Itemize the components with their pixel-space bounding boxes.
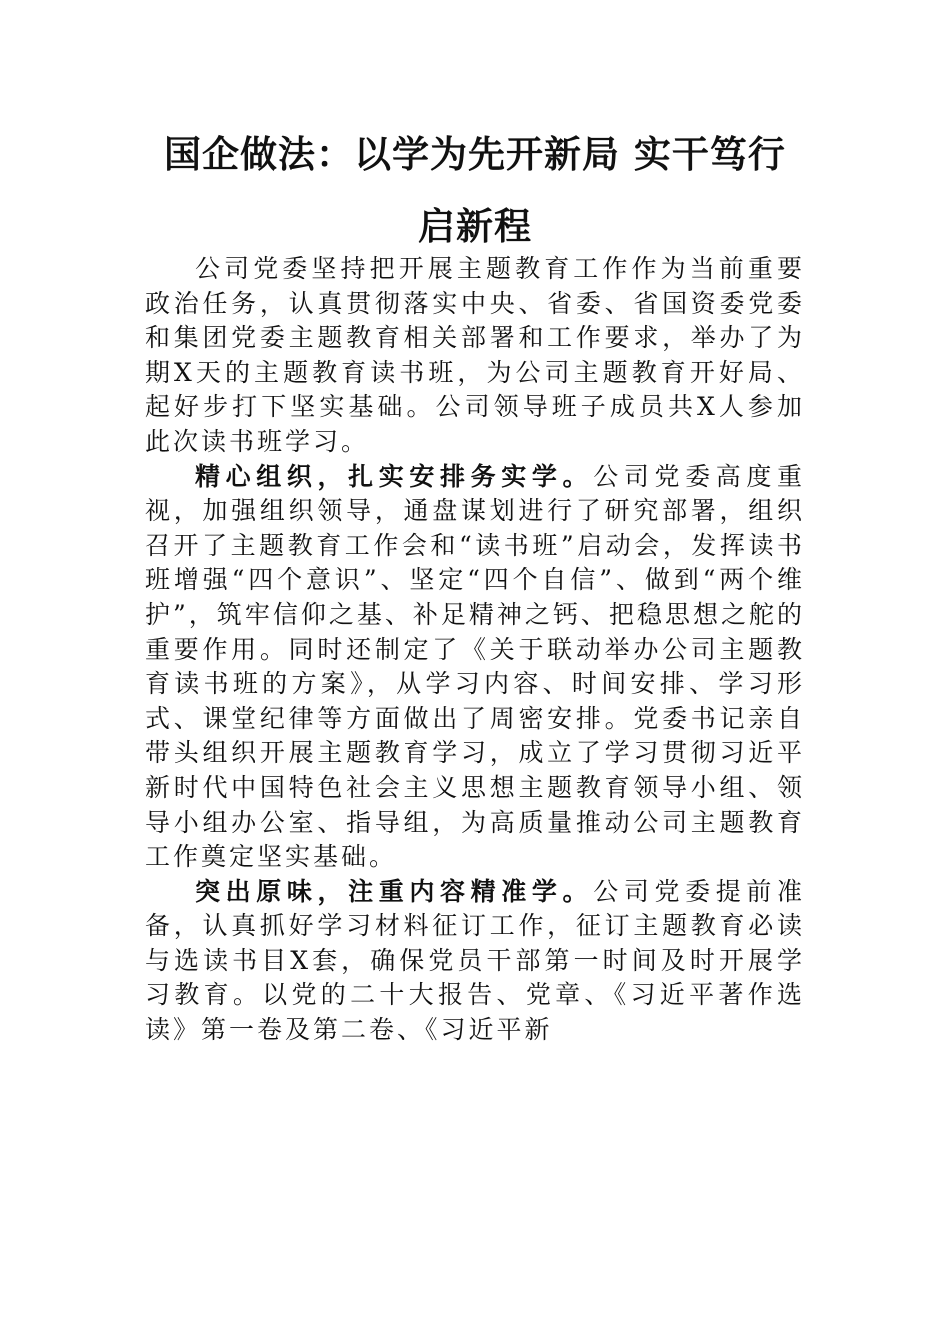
document-title: 国企做法：以学为先开新局 实干笃行启新程 bbox=[164, 132, 786, 248]
paragraph-organization bbox=[145, 460, 805, 875]
paragraph-text: 公司党委高度重视，加强组织领导，通盘谋划进行了研究部署，组织召开了主题教育工作会和“读书班”启动会，发挥读书班增强“四个意识”、坚定“四个自信”、做到“两个维护”，筑牢信仰之基、补足精神之钙、把稳思想之舵的重要作用。同时还制定了《关于联动举办公司主题教育读书班的方案》，从学习内容、时间安排、学习形式、课堂纪律等方面做出了周密安排。党委书记亲自带头组织开展主题教育学习，成立了学习贯彻习近平新时代中国特色社会主义思想主题教育领导小组、领导小组办公室、指导组，为高质量推动公司主题教育工作奠定坚实基础。 bbox=[145, 461, 805, 872]
paragraph-text: 公司党委坚持把开展主题教育工作作为当前重要政治任务，认真贯彻落实中央、省委、省国资委党委和集团党委主题教育相关部署和工作要求，举办了为期X天的主题教育读书班，为公司主题教育开好局、起好步打下坚实基础。公司领导班子成员共X人参加此次读书班学习。 bbox=[145, 254, 805, 456]
paragraph-content bbox=[145, 875, 805, 1048]
paragraph-lead-heading: 突出原味，注重内容精准学。 bbox=[195, 876, 594, 906]
paragraph-lead-heading: 精心组织，扎实安排务实学。 bbox=[195, 461, 594, 491]
paragraph-intro bbox=[145, 252, 805, 460]
paragraph-text: 公司党委提前准备，认真抓好学习材料征订工作，征订主题教育必读与选读书目X套，确保党员干部第一时间及时开展学习教育。以党的二十大报告、党章、《习近平著作选读》第一卷及第二卷、《习近平新 bbox=[145, 876, 805, 1045]
document-body bbox=[145, 252, 805, 1048]
